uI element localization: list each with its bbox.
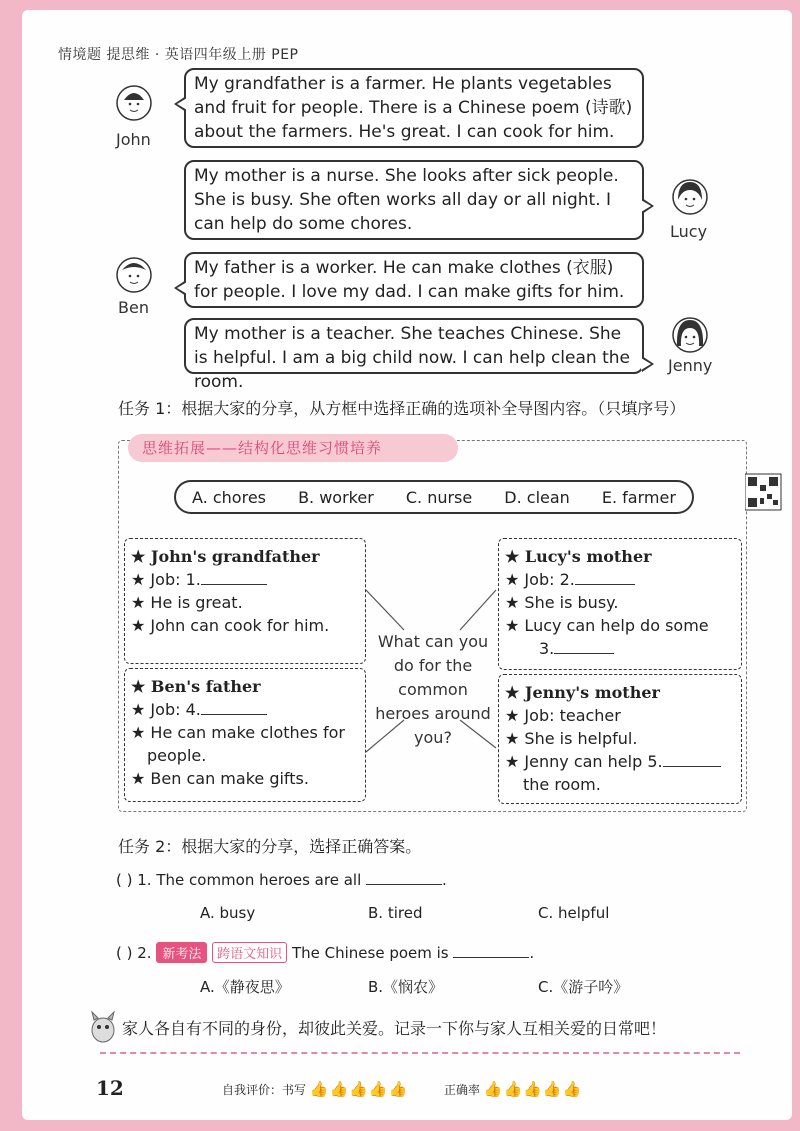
thumbs-up-icon[interactable]: 👍👍👍👍👍 [309,1080,409,1098]
q2-option-b[interactable]: B.《悯农》 [368,978,444,996]
option-e: E. farmer [601,487,676,507]
option-b: B. worker [298,487,374,507]
eval-label-accuracy: 正确率 [444,1083,481,1097]
writing-line [100,1052,740,1054]
jenny-name: Jenny [668,356,713,375]
answer-paren-1[interactable]: ( ) [116,871,133,889]
mind-map-center-question: What can you do for the common heroes around you? [375,632,491,747]
node-job: ★ Job: 4. [131,700,201,719]
cross-subject-tag: 跨语文知识 [212,942,287,963]
page-header: 情境题 提思维 · 英语四年级上册 PEP [58,47,299,63]
q2-number: 2. [137,944,152,962]
answer-paren-2[interactable]: ( ) [116,944,133,962]
page-number: 12 [96,1076,124,1100]
node-line: ★ John can cook for him. [131,616,330,635]
node-lucy-mother [498,538,742,670]
q1-number: 1. [137,871,152,889]
options-box [174,480,694,514]
mind-map-title: 思维拓展——结构化思维习惯培养 [128,434,458,462]
node-job: ★ Job: 2. [505,570,575,589]
node-line: ★ She is busy. [505,593,619,612]
jenny-avatar-icon [672,316,708,354]
self-eval-writing [222,1080,408,1098]
eval-label-writing: 自我评价：书写 [222,1083,307,1097]
node-line: ★ He is great. [131,593,243,612]
answer-blank-1[interactable] [201,570,267,585]
self-eval-accuracy [444,1080,582,1098]
q1-blank [366,870,442,885]
question-2 [116,942,534,963]
q2-option-a[interactable]: A.《静夜思》 [200,978,290,996]
answer-blank-2[interactable] [575,570,635,585]
node-title: ★ Ben's father [131,677,261,696]
john-avatar-icon [116,84,152,122]
q1-option-c[interactable]: C. helpful [538,904,610,922]
lucy-speech-bubble: My mother is a nurse. She looks after sick people. She is busy. She often works all day or all night. I can help do some chores. [184,160,644,240]
node-line: people. [147,746,207,765]
lucy-avatar-icon [672,178,708,216]
node-ben-father [124,668,366,802]
q2-end: . [529,944,535,962]
thumbs-up-icon[interactable]: 👍👍👍👍👍 [483,1080,583,1098]
john-speech-bubble: My grandfather is a farmer. He plants vegetables and fruit for people. There is a Chinese poem (诗歌) about the farmers. He's great. I can cook for him. [184,68,644,148]
node-line: ★ He can make clothes for [131,723,345,742]
answer-blank-4[interactable] [201,700,267,715]
qr-code-icon [745,470,783,520]
node-title: ★ Lucy's mother [505,547,652,566]
q2-option-c[interactable]: C.《游子吟》 [538,978,629,996]
node-title: ★ John's grandfather [131,547,320,566]
node-john-grandfather [124,538,366,664]
q1-option-a[interactable]: A. busy [200,904,256,922]
answer-blank-5[interactable] [663,752,721,767]
node-jenny-mother [498,674,742,804]
q2-text: The Chinese poem is [291,944,449,962]
node-line: ★ Lucy can help do some [505,616,709,635]
node-line: ★ She is helpful. [505,729,638,748]
ben-speech-bubble: My father is a worker. He can make clothes (衣服) for people. I love my dad. I can make gifts for him. [184,252,644,308]
john-name: John [116,130,151,149]
ben-avatar-icon [116,256,152,294]
node-job: ★ Job: 1. [131,570,201,589]
q1-option-b[interactable]: B. tired [368,904,423,922]
jenny-speech-bubble: My mother is a teacher. She teaches Chinese. She is helpful. I am a big child now. I can help clean the room. [184,318,644,374]
node-line: ★ Ben can make gifts. [131,769,309,788]
family-care-prompt: 家人各自有不同的身份，却彼此关爱。记录一下你与家人互相关爱的日常吧！ [122,1019,667,1038]
task2-instruction: 任务 2：根据大家的分享，选择正确答案。 [118,837,422,856]
ben-name: Ben [118,298,149,317]
node-line: ★ Jenny can help 5. [505,752,663,771]
option-d: D. clean [504,487,570,507]
task1-instruction: 任务 1：根据大家的分享，从方框中选择正确的选项补全导图内容。（只填序号） [118,399,686,418]
node-line: 3. [539,639,555,658]
q1-end: . [442,871,447,889]
option-a: A. chores [192,487,266,507]
q2-blank [453,943,529,958]
new-exam-tag: 新考法 [156,942,207,963]
option-c: C. nurse [405,487,473,507]
question-1 [116,870,447,889]
answer-blank-3[interactable] [554,639,614,654]
mascot-icon [88,1010,118,1044]
lucy-name: Lucy [670,222,708,241]
node-title: ★ Jenny's mother [505,683,660,702]
node-line: the room. [523,775,601,794]
node-job: ★ Job: teacher [505,706,621,725]
q1-text: The common heroes are all [156,871,362,889]
